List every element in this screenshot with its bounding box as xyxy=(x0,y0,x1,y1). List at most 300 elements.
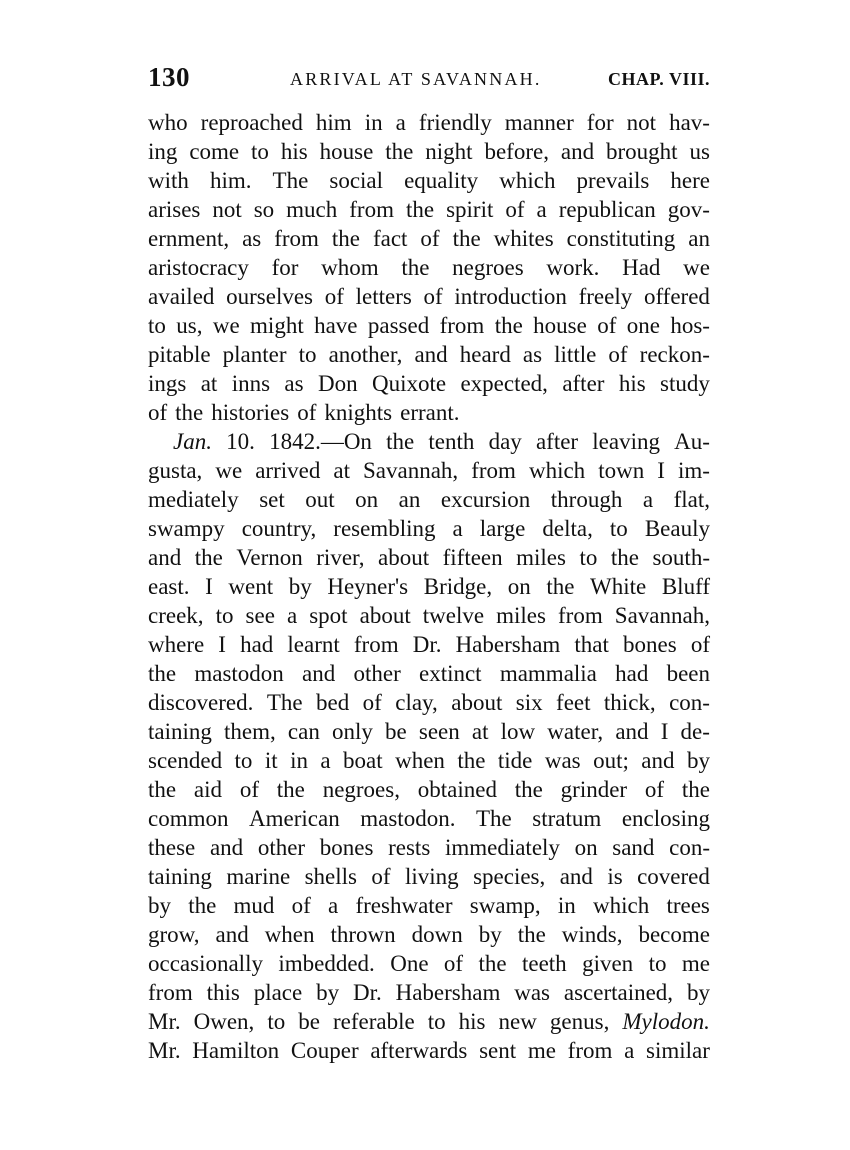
word: had xyxy=(240,632,274,657)
word: come xyxy=(189,139,240,164)
word: Had xyxy=(622,255,661,280)
word: mammalia xyxy=(499,661,597,686)
word: discovered. xyxy=(148,690,254,715)
word: an xyxy=(688,226,710,251)
word: grinder xyxy=(560,777,628,802)
word: to xyxy=(298,342,317,367)
word: of xyxy=(608,342,628,367)
word: letters xyxy=(355,284,412,309)
word: similar xyxy=(646,1038,710,1063)
word: Au- xyxy=(674,429,710,454)
word: the xyxy=(405,197,435,222)
word: of xyxy=(690,632,710,657)
word: in xyxy=(557,893,576,918)
word: at xyxy=(333,458,350,483)
word: these xyxy=(148,835,196,860)
word: resembling xyxy=(333,516,436,541)
word: before, xyxy=(484,139,549,164)
word: river, xyxy=(316,545,365,570)
word: other xyxy=(353,661,401,686)
word: had xyxy=(615,661,649,686)
word: for xyxy=(586,110,614,135)
word: the xyxy=(385,139,414,164)
word: a xyxy=(328,893,339,918)
word: one xyxy=(626,313,660,338)
word: work. xyxy=(546,255,600,280)
word: was xyxy=(514,980,550,1005)
word: seen xyxy=(418,719,460,744)
word: low xyxy=(500,719,536,744)
word: them, xyxy=(224,719,276,744)
word: about xyxy=(359,603,411,628)
word: which xyxy=(593,893,650,918)
word: an xyxy=(398,487,421,512)
word: from xyxy=(353,632,399,657)
word: of xyxy=(291,893,311,918)
word: day xyxy=(488,429,522,454)
word: of xyxy=(423,284,443,309)
word: set xyxy=(259,487,285,512)
word: ascertained, xyxy=(563,980,674,1005)
word: gov- xyxy=(667,197,710,222)
word: mediately xyxy=(148,487,239,512)
word: sand xyxy=(612,835,655,860)
word: the xyxy=(148,777,177,802)
word: tide xyxy=(497,748,533,773)
word: new xyxy=(498,1009,537,1034)
word: availed xyxy=(148,284,215,309)
word: Savannah, xyxy=(363,458,459,483)
word: of xyxy=(505,197,525,222)
word: Habersham xyxy=(395,980,501,1005)
word: extinct xyxy=(418,661,482,686)
running-title: ARRIVAL AT SAVANNAH. xyxy=(290,69,542,89)
word: ourselves xyxy=(226,284,313,309)
word: I xyxy=(205,574,213,599)
word: occasionally xyxy=(148,951,263,976)
word: and xyxy=(209,835,244,860)
word: aid xyxy=(193,777,223,802)
text-line xyxy=(148,891,710,920)
word: clay, xyxy=(395,690,438,715)
word: the xyxy=(610,545,639,570)
word: Jan. xyxy=(173,429,212,454)
word: out; xyxy=(593,748,629,773)
word: passed xyxy=(367,313,430,338)
word: negroes xyxy=(452,255,524,280)
word: from xyxy=(349,197,394,222)
word: the xyxy=(188,893,217,918)
word: grow, xyxy=(148,922,200,947)
word: Bluff xyxy=(661,574,710,599)
word: on xyxy=(355,487,379,512)
word: con- xyxy=(669,690,710,715)
word: the xyxy=(386,429,415,454)
text-line xyxy=(148,1007,710,1036)
word: by xyxy=(288,574,312,599)
word: I xyxy=(657,458,665,483)
text-line xyxy=(148,630,710,659)
word: prevails xyxy=(576,168,650,193)
word: of xyxy=(324,284,344,309)
word: when xyxy=(395,748,445,773)
word: and xyxy=(615,719,649,744)
word: who xyxy=(148,110,188,135)
word: can xyxy=(287,719,320,744)
word: of xyxy=(597,313,617,338)
word: to xyxy=(215,603,234,628)
word: miles xyxy=(516,545,566,570)
word: which xyxy=(528,458,586,483)
word: the xyxy=(401,255,430,280)
word: of xyxy=(297,400,317,425)
word: scended xyxy=(148,748,223,773)
word: have xyxy=(314,313,358,338)
word: here xyxy=(670,168,710,193)
word: reproached xyxy=(200,110,303,135)
word: we xyxy=(683,255,710,280)
word: spot xyxy=(309,603,348,628)
text-line xyxy=(148,369,710,398)
text-line xyxy=(148,775,710,804)
word: freshwater xyxy=(355,893,453,918)
word: The xyxy=(266,690,303,715)
word: manner xyxy=(504,110,574,135)
word: fact xyxy=(372,226,408,251)
word: this xyxy=(206,980,240,1005)
text-line xyxy=(148,398,710,427)
word: to xyxy=(267,1009,286,1034)
word: down xyxy=(411,922,463,947)
text-line xyxy=(148,514,710,543)
word: enclosing xyxy=(621,806,710,831)
word: much xyxy=(286,197,338,222)
word: mastodon. xyxy=(360,806,456,831)
word: went xyxy=(228,574,274,599)
text-line xyxy=(148,659,710,688)
word: fifteen xyxy=(442,545,503,570)
word: Quixote xyxy=(371,371,447,396)
word: winds, xyxy=(561,922,623,947)
word: him. xyxy=(209,168,252,193)
word: the xyxy=(546,574,575,599)
word: out xyxy=(305,487,335,512)
word: bed xyxy=(316,690,350,715)
word: mastodon xyxy=(194,661,284,686)
word: from xyxy=(567,1038,613,1063)
word: and xyxy=(215,922,249,947)
word: flat, xyxy=(673,487,710,512)
word: pitable xyxy=(148,342,211,367)
word: Bridge, xyxy=(423,574,493,599)
word: histories xyxy=(211,400,290,425)
word: Savannah, xyxy=(614,603,710,628)
word: The xyxy=(272,168,309,193)
text-line xyxy=(148,137,710,166)
word: bones xyxy=(319,835,374,860)
word: with xyxy=(148,168,189,193)
word: expected, xyxy=(460,371,548,396)
word: for xyxy=(271,255,299,280)
word: the xyxy=(478,951,507,976)
word: sent xyxy=(479,1038,517,1063)
text-line xyxy=(148,978,710,1007)
word: the xyxy=(276,777,305,802)
word: constituting xyxy=(566,226,676,251)
word: hav- xyxy=(669,110,710,135)
word: to xyxy=(148,313,166,338)
word: trees xyxy=(666,893,710,918)
word: of xyxy=(420,226,440,251)
word: taining xyxy=(148,719,212,744)
word: his xyxy=(458,1009,486,1034)
word: taining xyxy=(148,864,212,889)
word: de- xyxy=(680,719,710,744)
word: house xyxy=(319,139,374,164)
word: after xyxy=(562,371,605,396)
word: by xyxy=(316,980,340,1005)
word: large xyxy=(479,516,526,541)
word: common xyxy=(148,806,229,831)
text-line xyxy=(148,1036,710,1065)
word: by xyxy=(686,748,710,773)
word: stratum xyxy=(532,806,602,831)
word: republican xyxy=(558,197,656,222)
text-line xyxy=(148,108,710,137)
text-line xyxy=(148,166,710,195)
word: at xyxy=(200,371,218,396)
word: teeth xyxy=(521,951,567,976)
word: not xyxy=(212,197,242,222)
word: on xyxy=(507,574,531,599)
word: negroes, xyxy=(322,777,400,802)
word: night xyxy=(425,139,473,164)
word: become xyxy=(638,922,710,947)
chapter-label: CHAP. VIII. xyxy=(607,69,710,89)
word: immediately xyxy=(444,835,560,860)
word: spirit xyxy=(446,197,494,222)
text-line xyxy=(148,427,710,456)
word: ernment, xyxy=(148,226,230,251)
word: of xyxy=(148,400,168,425)
word: to xyxy=(427,1009,446,1034)
word: be xyxy=(385,719,407,744)
word: other xyxy=(257,835,306,860)
word: see xyxy=(245,603,275,628)
word: of xyxy=(644,777,665,802)
word: Mr. xyxy=(148,1009,181,1034)
word: by xyxy=(686,980,710,1005)
word: species, xyxy=(473,864,546,889)
word: miles xyxy=(496,603,546,628)
word: leaving xyxy=(592,429,660,454)
word: in xyxy=(364,110,383,135)
word: whom xyxy=(321,255,379,280)
word: as xyxy=(242,226,262,251)
word: given xyxy=(582,951,634,976)
word: Hamilton xyxy=(192,1038,280,1063)
word: through xyxy=(550,487,623,512)
word: obtained xyxy=(417,777,497,802)
word: boat xyxy=(343,748,383,773)
word: 10. xyxy=(226,429,255,454)
word: learnt xyxy=(287,632,340,657)
word: offered xyxy=(643,284,710,309)
word: arises xyxy=(148,197,201,222)
word: and xyxy=(641,748,675,773)
word: about xyxy=(378,545,430,570)
word: his xyxy=(280,139,308,164)
text-line xyxy=(148,224,710,253)
word: town xyxy=(598,458,645,483)
word: a xyxy=(395,110,406,135)
word: and xyxy=(559,864,593,889)
word: east. xyxy=(148,574,190,599)
word: the xyxy=(452,226,481,251)
text-line xyxy=(148,949,710,978)
word: One xyxy=(390,951,429,976)
text-line xyxy=(148,833,710,862)
word: the xyxy=(194,545,223,570)
word: aristocracy xyxy=(148,255,249,280)
body-text xyxy=(148,108,710,1065)
text-line xyxy=(148,253,710,282)
running-head xyxy=(148,62,710,96)
word: be xyxy=(298,1009,320,1034)
word: the xyxy=(175,400,204,425)
word: south- xyxy=(652,545,710,570)
word: swampy xyxy=(148,516,225,541)
text-line xyxy=(148,195,710,224)
word: I xyxy=(218,632,226,657)
word: of xyxy=(443,951,464,976)
word: us xyxy=(689,139,710,164)
word: Don xyxy=(317,371,358,396)
word: equality xyxy=(404,168,479,193)
word: reckon- xyxy=(639,342,710,367)
word: heard xyxy=(459,342,511,367)
word: of xyxy=(239,777,259,802)
word: after xyxy=(535,429,579,454)
word: his xyxy=(618,371,646,396)
word: The xyxy=(475,806,512,831)
word: us, xyxy=(176,313,203,338)
word: which xyxy=(499,168,556,193)
word: social xyxy=(329,168,384,193)
word: a xyxy=(536,197,547,222)
word: imbedded. xyxy=(278,951,375,976)
word: Beauly xyxy=(644,516,710,541)
word: by xyxy=(478,922,502,947)
text-line xyxy=(148,717,710,746)
text-line xyxy=(148,862,710,891)
word: was xyxy=(544,748,581,773)
word: six xyxy=(515,690,543,715)
word: the xyxy=(331,226,361,251)
word: whites xyxy=(493,226,554,251)
word: the xyxy=(494,313,523,338)
word: im- xyxy=(677,458,710,483)
word: in xyxy=(290,748,308,773)
word: the xyxy=(514,777,543,802)
word: from xyxy=(439,313,485,338)
word: Couper xyxy=(290,1038,359,1063)
word: White xyxy=(590,574,647,599)
word: I xyxy=(660,719,669,744)
word: been xyxy=(666,661,710,686)
word: country, xyxy=(241,516,317,541)
word: hos- xyxy=(670,313,710,338)
word: 1842.—On xyxy=(269,429,372,454)
word: a xyxy=(452,516,463,541)
text-line xyxy=(148,601,710,630)
word: American xyxy=(249,806,340,831)
word: is xyxy=(607,864,623,889)
word: and xyxy=(414,342,448,367)
word: ing xyxy=(148,139,178,164)
word: house xyxy=(533,313,587,338)
word: him xyxy=(315,110,352,135)
word: place xyxy=(253,980,303,1005)
word: it xyxy=(264,748,278,773)
word: and xyxy=(148,545,182,570)
word: delta, xyxy=(542,516,593,541)
word: might xyxy=(250,313,304,338)
word: errant. xyxy=(400,400,460,425)
word: the xyxy=(517,922,546,947)
word: at xyxy=(471,719,489,744)
word: Mr. xyxy=(148,1038,181,1063)
word: a xyxy=(642,487,654,512)
word: bones xyxy=(623,632,677,657)
word: knights xyxy=(324,400,393,425)
word: brought xyxy=(606,139,678,164)
word: not xyxy=(626,110,657,135)
word: the xyxy=(457,748,486,773)
word: where xyxy=(148,632,205,657)
word: on xyxy=(574,835,598,860)
word: the xyxy=(148,661,177,686)
word: arrived xyxy=(255,458,321,483)
word: con- xyxy=(669,835,710,860)
word: to xyxy=(234,748,253,773)
word: excursion xyxy=(440,487,531,512)
word: about xyxy=(451,690,503,715)
word: to xyxy=(579,545,598,570)
word: we xyxy=(212,313,240,338)
word: a xyxy=(624,1038,635,1063)
word: shells xyxy=(304,864,357,889)
word: thrown xyxy=(330,922,396,947)
word: that xyxy=(574,632,609,657)
word: to xyxy=(648,951,667,976)
word: to xyxy=(609,516,628,541)
text-line xyxy=(148,340,710,369)
word: and xyxy=(302,661,336,686)
word: planter xyxy=(222,342,287,367)
word: Heyner's xyxy=(327,574,409,599)
word: tenth xyxy=(428,429,475,454)
word: covered xyxy=(637,864,710,889)
text-line xyxy=(148,920,710,949)
word: swamp, xyxy=(469,893,541,918)
word: referable xyxy=(333,1009,415,1034)
word: as xyxy=(522,342,543,367)
word: me xyxy=(681,951,710,976)
word: Dr. xyxy=(352,980,382,1005)
text-line xyxy=(148,572,710,601)
word: Habersham xyxy=(455,632,561,657)
